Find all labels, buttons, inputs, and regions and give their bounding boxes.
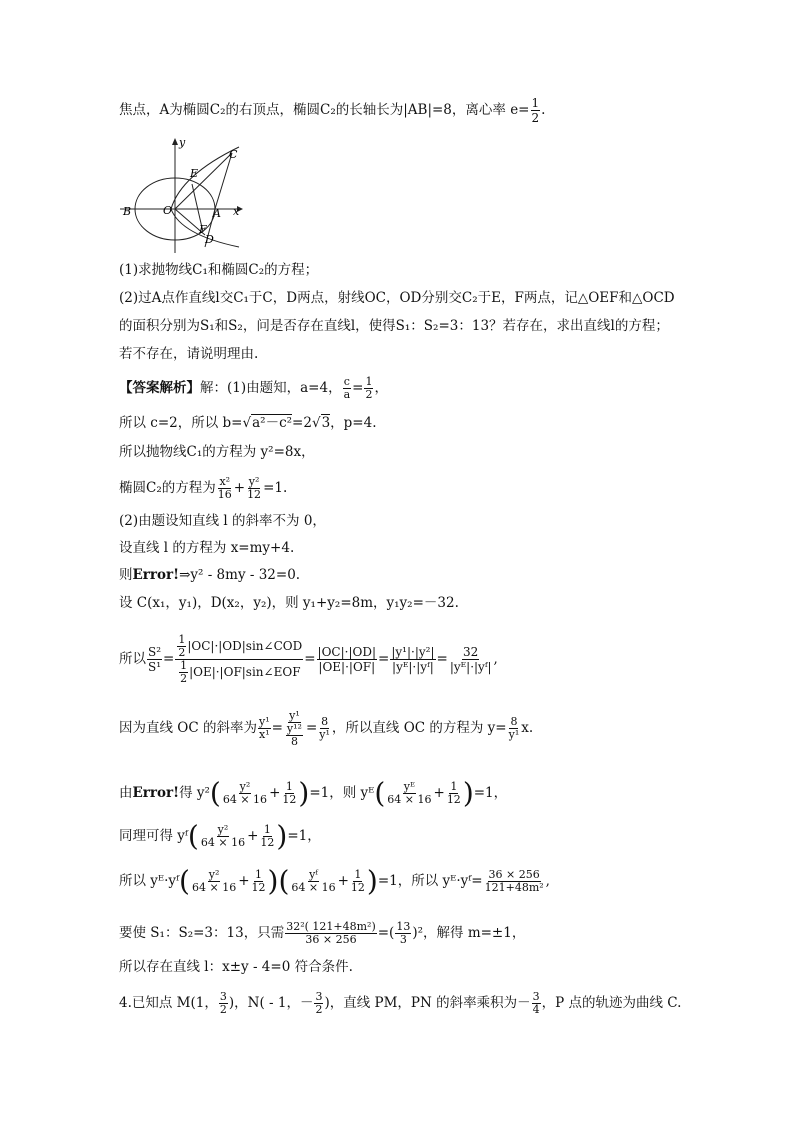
- p4-f1n: 3: [219, 990, 227, 1003]
- a13-f2: [251, 869, 267, 894]
- a13-p2: +: [337, 873, 349, 889]
- question-2-line1: (2)过A点作直线l交C₁于C，D两点，射线OC，OD分别交C₂于E，F两点，记△OEF和△OCD: [119, 290, 675, 306]
- a13-f1: [191, 869, 237, 894]
- a11-f2: [281, 781, 297, 806]
- result-fraction: [449, 645, 493, 674]
- label-x: x: [233, 205, 240, 218]
- answer-line-14: [119, 918, 525, 948]
- a10-b: ，所以直线 OC 的方程为 y=: [331, 720, 507, 736]
- intro-end: .: [541, 102, 546, 118]
- a10-8c: 8: [510, 715, 518, 728]
- a10-y1b: y¹: [289, 708, 300, 722]
- a11-end: =1，: [473, 785, 508, 801]
- a4-plus: +: [233, 480, 246, 496]
- a10-x: x.: [521, 720, 534, 736]
- a9-eq: =: [163, 651, 175, 667]
- p4-f2n: 3: [315, 990, 323, 1003]
- a11-n2: yᴱ: [403, 780, 416, 793]
- answer-line-6: 设直线 l 的方程为 x=my+4.: [119, 540, 295, 556]
- answer-line-9: [119, 634, 498, 685]
- answer-line-15: 所以存在直线 l：x±y - 4=0 符合条件.: [119, 959, 353, 975]
- y-axis-arrow: [172, 138, 178, 145]
- a12-1: 1: [263, 823, 271, 836]
- a11-f1: [222, 781, 268, 806]
- p4-b: )，N( - 1，－: [228, 995, 314, 1011]
- a10-8: 8: [290, 734, 298, 748]
- a9-half-1: 1: [178, 633, 186, 646]
- a11-d2: 64 × 16: [387, 793, 432, 806]
- a11-b: 得 y²: [179, 785, 210, 801]
- a4-16: 16: [217, 488, 232, 501]
- a13-rn: 36 × 256: [488, 868, 540, 881]
- a13-n2: yᶠ: [309, 868, 318, 881]
- a14-c: )²，解得 m=±1，: [412, 925, 526, 941]
- a11-1: 1: [285, 780, 293, 793]
- a13-end: ,: [545, 873, 550, 889]
- question-1: (1)求抛物线C₁和椭圆C₂的方程；: [119, 262, 319, 278]
- a1-one: 1: [365, 375, 373, 388]
- a11-n: y²: [239, 780, 251, 793]
- a9-m3: |y¹|·|y²|: [391, 645, 435, 659]
- answer-line-7: [119, 565, 300, 585]
- a10-f3: [318, 716, 331, 741]
- label-b: B: [123, 205, 132, 218]
- answer-line-2: 所以 c=2，所以 b=√a²－c²=2√3，p=4.: [119, 415, 377, 431]
- a13-1: 1: [255, 868, 263, 881]
- a4-text: 椭圆C₂的方程为: [119, 480, 216, 496]
- a10-f2-inner: [286, 723, 303, 748]
- a2-sqrt: a²－c²: [252, 415, 293, 431]
- p4-f2: [314, 991, 323, 1016]
- a13-rd: 121+48m²: [484, 881, 544, 894]
- a9-half-bot: [179, 660, 188, 685]
- a11-c: =1，则 yᴱ: [309, 785, 375, 801]
- a1-end: ，: [374, 380, 388, 396]
- a10-f1: [258, 716, 271, 741]
- a12-f2: [259, 824, 275, 849]
- a13-1b: 1: [354, 868, 362, 881]
- a13-d: 64 × 16: [191, 881, 237, 894]
- a2-b: =2: [292, 415, 312, 431]
- label-d: D: [205, 233, 214, 246]
- a11-12b: 12: [446, 793, 461, 806]
- a4-end: =1.: [263, 480, 288, 496]
- label-o: O: [163, 204, 173, 217]
- eccentricity-fraction: [531, 96, 541, 125]
- a9-half-3: 1: [180, 659, 188, 672]
- a10-y1: y¹: [258, 715, 270, 728]
- a10-f4: [508, 716, 521, 741]
- a12-p: +: [247, 828, 259, 844]
- y2-over-12: [246, 476, 262, 501]
- s-ratio: [147, 645, 162, 674]
- a13-d2: 64 × 16: [291, 881, 336, 894]
- a14-b: =(: [377, 925, 395, 941]
- a7-error: Error!: [132, 567, 180, 583]
- a1-a: a: [343, 388, 351, 401]
- a9-r1: 32: [463, 645, 479, 659]
- a10-y1sq: y¹²: [286, 721, 302, 735]
- a11-text: 由: [119, 785, 133, 801]
- answer-line-11: 由Error!得 y²( $\frac{\text{y²}}{64 \times 16}$ + $\frac{1}{12}$ )=1，则 yᴱ( $\frac{\text{yᴱ}}{64 \times 16}$ + $\frac{1}{12}$ )=1，: [119, 776, 508, 810]
- answer-tag: 【答案解析】: [119, 380, 200, 396]
- a1-c: c: [343, 375, 350, 388]
- label-c: C: [229, 148, 238, 161]
- a12-end: =1，: [287, 828, 321, 844]
- a9-end: ,: [493, 651, 498, 667]
- a9-num: |OC|·|OD|sin∠COD: [187, 639, 303, 653]
- a10-x1: x¹: [258, 728, 270, 741]
- a9-m2: |OE|·|OF|: [318, 660, 376, 674]
- p4-a: 4.已知点 M(1，: [119, 995, 218, 1011]
- a2-text: 所以 c=2，所以 b=: [119, 415, 243, 431]
- a9-eq4: =: [436, 651, 448, 667]
- a14-text: 要使 S₁：S₂=3：13，只需: [119, 925, 285, 941]
- a13-n: y²: [208, 868, 220, 881]
- a9-half-top: [177, 634, 186, 659]
- a9-half-2: 2: [178, 646, 186, 659]
- a13-f3: [290, 869, 336, 894]
- a9-s1: S¹: [148, 660, 162, 674]
- a2-sqrt3: 3: [321, 415, 331, 431]
- a9-s2: S²: [148, 645, 162, 659]
- a1-eq: =: [352, 380, 364, 396]
- a13-12: 12: [251, 881, 266, 894]
- intro-line: [119, 96, 545, 125]
- p4-f1: [219, 991, 228, 1016]
- a11-d: 64 × 16: [222, 793, 268, 806]
- a13-f5: [484, 869, 545, 894]
- a1-two: 2: [365, 388, 373, 401]
- p4-d: ，P 点的轨迹为曲线 C.: [541, 995, 682, 1011]
- a14-f2: [395, 921, 411, 946]
- p4-c: )，直线 PM，PN 的斜率乘积为－: [324, 995, 531, 1011]
- a9-m4: |yᴱ|·|yᶠ|: [392, 660, 434, 674]
- a13-b: =1，所以 yᴱ·yᶠ=: [377, 873, 483, 889]
- label-e: E: [190, 167, 199, 180]
- ellipse-parabola-figure: [115, 135, 255, 255]
- a10-f2: [284, 710, 305, 748]
- e-denominator: 2: [531, 111, 540, 125]
- a11-12: 12: [282, 793, 297, 806]
- a10-y1c: y¹: [319, 728, 330, 741]
- a4-x2: x²: [219, 475, 231, 488]
- a13-text: 所以 yᴱ·yᶠ: [119, 873, 180, 889]
- p4-f3: [532, 991, 541, 1016]
- a12-f1: [200, 824, 246, 849]
- a12-12: 12: [260, 836, 275, 849]
- a12-d: 64 × 16: [200, 836, 246, 849]
- a10-text: 因为直线 OC 的斜率为: [119, 720, 257, 736]
- p4-f2d: 2: [315, 1003, 323, 1016]
- a9-m1: |OC|·|OD|: [317, 645, 377, 659]
- a14-f1: [285, 921, 377, 946]
- a12-n: y²: [217, 823, 229, 836]
- a13-p: +: [238, 873, 250, 889]
- a9-half-4: 2: [180, 672, 188, 685]
- a2-end: ，p=4.: [330, 415, 377, 431]
- one-half: [364, 376, 373, 401]
- a10-eq: =: [271, 720, 283, 736]
- problem-4: [119, 988, 681, 1018]
- a11-error: Error!: [132, 785, 180, 801]
- a10-8b: 8: [321, 715, 329, 728]
- y-abs-fraction: [390, 645, 435, 674]
- a10-y1d: y¹: [508, 728, 520, 741]
- a11-1b: 1: [450, 780, 458, 793]
- a4-12: 12: [247, 488, 262, 501]
- a11-f3: [386, 781, 432, 806]
- p4-f3d: 4: [532, 1003, 540, 1016]
- a11-f4: [446, 781, 462, 806]
- label-f: F: [199, 223, 207, 236]
- e-numerator: 1: [531, 96, 540, 110]
- area-fraction: [175, 634, 303, 685]
- a7-text: 则: [119, 567, 133, 583]
- intro-text: 焦点，A为椭圆C₂的右顶点，椭圆C₂的长轴长为|AB|=8，离心率 e=: [119, 102, 530, 118]
- a10-eq2: =: [305, 720, 318, 736]
- answer-line-10: [119, 708, 533, 748]
- a1-text: 解：(1)由题知，a=4，: [200, 380, 342, 396]
- a11-p: +: [269, 785, 281, 801]
- a14-d: 36 × 256: [305, 933, 357, 946]
- x2-over-16: [217, 476, 233, 501]
- p4-f1d: 2: [219, 1003, 227, 1016]
- a14-3: 3: [399, 933, 407, 946]
- question-2-line3: 若不存在，请说明理由.: [119, 346, 259, 362]
- answer-line-13: 所以 yᴱ·yᶠ( $\frac{\text{y²}}{64 \times 16}$ + $\frac{1}{12}$ )( $\frac{\text{yᶠ}}{64 \times 16}$ + $\frac{1}{12}$ )=1，所以 yᴱ·yᶠ= $\frac{36 \times 256}{\text{121+48m²}}$ ,: [119, 864, 550, 898]
- label-y: y: [179, 136, 186, 149]
- answer-line-3: 所以抛物线C₁的方程为 y²=8x，: [119, 444, 315, 460]
- answer-line-12: 同理可得 yᶠ( $\frac{\text{y²}}{64 \times 16}$ + $\frac{1}{12}$ )=1，: [119, 819, 321, 853]
- a13-f4: [350, 869, 366, 894]
- a13-12b: 12: [350, 881, 365, 894]
- a14-n: 32²( 121+48m²): [286, 920, 376, 933]
- question-2-line2: 的面积分别为S₁和S₂，问是否存在直线l，使得S₁：S₂=3：13？若存在，求出直线l的方程；: [119, 318, 669, 334]
- a9-den: |OE|·|OF|sin∠EOF: [189, 665, 301, 679]
- answer-line-1: [119, 376, 388, 401]
- p4-f3n: 3: [532, 990, 540, 1003]
- a9-r2: |yᴱ|·|yᶠ|: [449, 660, 492, 674]
- answer-line-4: [119, 476, 287, 501]
- oc-od-fraction: [317, 645, 377, 674]
- a12-text: 同理可得 yᶠ: [119, 828, 188, 844]
- answer-line-8: 设 C(x₁，y₁)，D(x₂，y₂)，则 y₁+y₂=8m，y₁y₂=－32.: [119, 595, 459, 611]
- c-over-a: [343, 376, 352, 401]
- label-a: A: [213, 207, 221, 220]
- a4-y2: y²: [248, 475, 260, 488]
- a11-p2: +: [433, 785, 445, 801]
- answer-line-5: (2)由题设知直线 l 的斜率不为 0，: [119, 513, 326, 529]
- a9-eq2: =: [304, 651, 316, 667]
- a9-text: 所以: [119, 651, 146, 667]
- a9-eq3: =: [378, 651, 390, 667]
- a7-eq: ⇒y² - 8my - 32=0.: [179, 567, 301, 583]
- a14-13: 13: [396, 920, 411, 933]
